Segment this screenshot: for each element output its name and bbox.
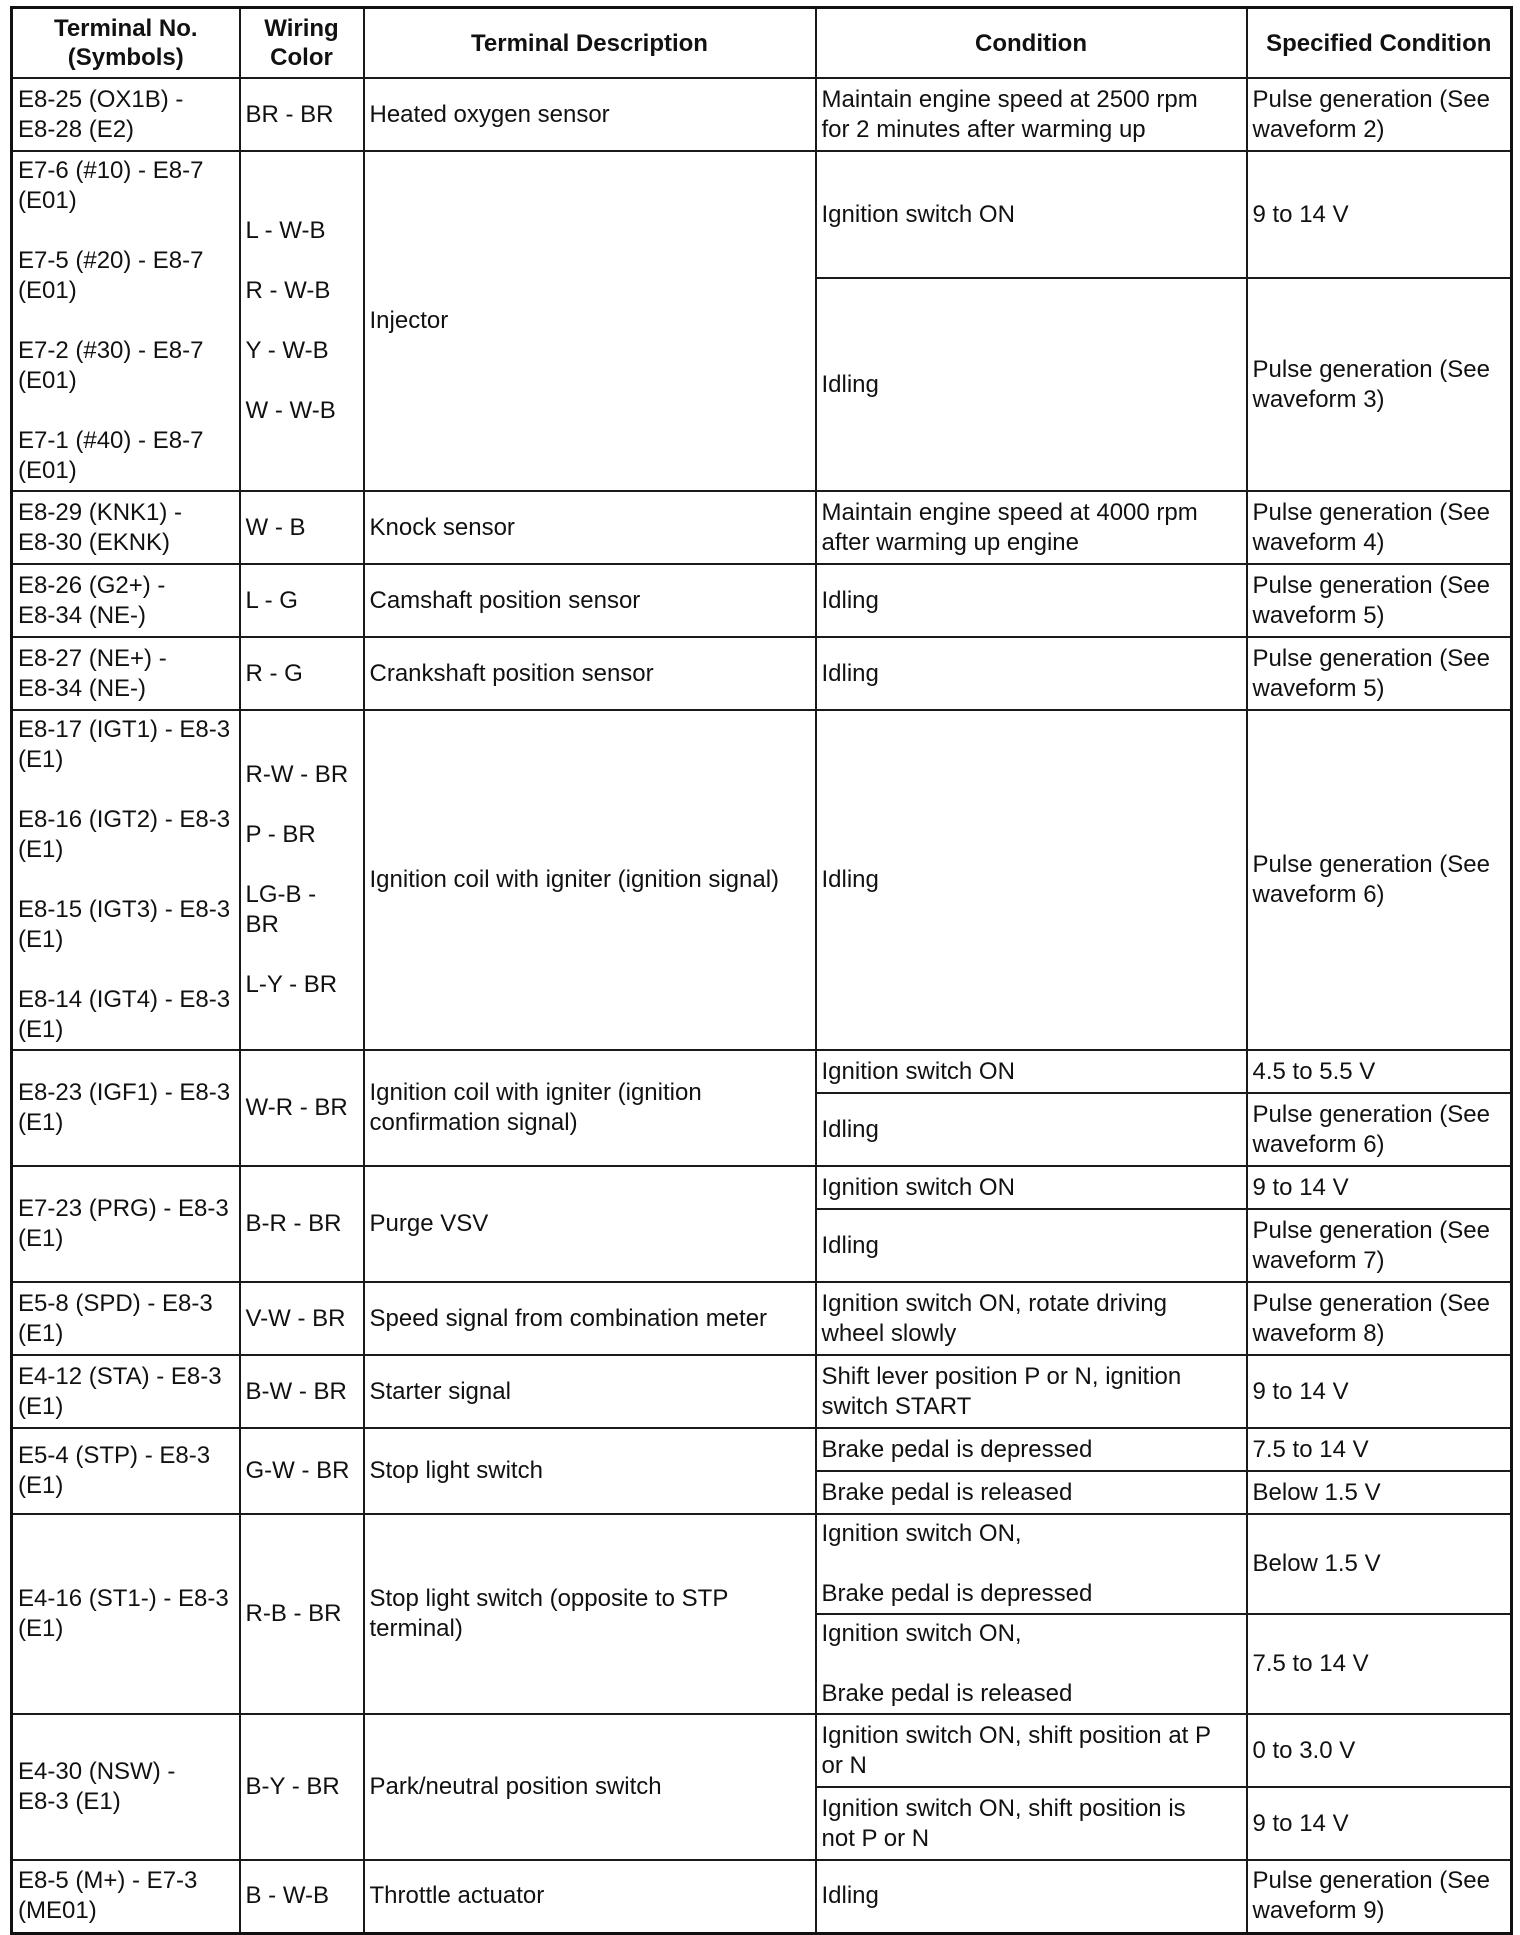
- condition-cell: Idling: [816, 710, 1247, 1050]
- table-row: [12, 1050, 1512, 1093]
- header-condition: Condition: [816, 8, 1247, 79]
- condition-cell: Ignition switch ON, shift position at P or N: [816, 1714, 1247, 1787]
- wiring-cell: W - B: [240, 491, 364, 564]
- spec-cell: Pulse generation (See waveform 3): [1247, 278, 1512, 491]
- condition-cell: Ignition switch ON, shift position is not P or N: [816, 1787, 1247, 1860]
- description-cell: Heated oxygen sensor: [364, 78, 816, 151]
- table-row: [12, 564, 1512, 637]
- spec-cell: Pulse generation (See waveform 7): [1247, 1209, 1512, 1282]
- description-cell: Purge VSV: [364, 1166, 816, 1282]
- wiring-cell: L - W-B R - W-B Y - W-B W - W-B: [240, 151, 364, 491]
- terminal-cell: E7-23 (PRG) - E8-3 (E1): [12, 1166, 240, 1282]
- header-row: [12, 8, 1512, 79]
- wiring-cell: R - G: [240, 637, 364, 710]
- terminal-cell: E8-29 (KNK1) - E8-30 (EKNK): [12, 491, 240, 564]
- condition-cell: Shift lever position P or N, ignition switch START: [816, 1355, 1247, 1428]
- ecm-terminal-table: [10, 6, 1513, 1935]
- spec-cell: 9 to 14 V: [1247, 1355, 1512, 1428]
- wiring-cell: G-W - BR: [240, 1428, 364, 1514]
- description-cell: Park/neutral position switch: [364, 1714, 816, 1860]
- condition-cell: Ignition switch ON: [816, 151, 1247, 278]
- spec-cell: Pulse generation (See waveform 5): [1247, 637, 1512, 710]
- condition-cell: Maintain engine speed at 2500 rpm for 2 minutes after warming up: [816, 78, 1247, 151]
- condition-cell: Idling: [816, 1860, 1247, 1933]
- condition-cell: Ignition switch ON, Brake pedal is depressed: [816, 1514, 1247, 1614]
- spec-cell: Pulse generation (See waveform 4): [1247, 491, 1512, 564]
- condition-cell: Ignition switch ON: [816, 1166, 1247, 1209]
- condition-cell: Idling: [816, 1209, 1247, 1282]
- condition-cell: Idling: [816, 637, 1247, 710]
- table-row: [12, 151, 1512, 278]
- terminal-cell: E5-8 (SPD) - E8-3 (E1): [12, 1282, 240, 1355]
- wiring-cell: V-W - BR: [240, 1282, 364, 1355]
- description-cell: Speed signal from combination meter: [364, 1282, 816, 1355]
- description-cell: Stop light switch: [364, 1428, 816, 1514]
- table-row: [12, 491, 1512, 564]
- spec-cell: Pulse generation (See waveform 9): [1247, 1860, 1512, 1933]
- condition-cell: Maintain engine speed at 4000 rpm after warming up engine: [816, 491, 1247, 564]
- wiring-cell: B - W-B: [240, 1860, 364, 1933]
- description-cell: Injector: [364, 151, 816, 491]
- description-cell: Crankshaft position sensor: [364, 637, 816, 710]
- spec-cell: Pulse generation (See waveform 5): [1247, 564, 1512, 637]
- header-terminal-description: Terminal Description: [364, 8, 816, 79]
- table-row: [12, 637, 1512, 710]
- terminal-cell: E4-12 (STA) - E8-3 (E1): [12, 1355, 240, 1428]
- terminal-cell: E8-23 (IGF1) - E8-3 (E1): [12, 1050, 240, 1166]
- wiring-cell: B-Y - BR: [240, 1714, 364, 1860]
- condition-cell: Ignition switch ON, Brake pedal is released: [816, 1614, 1247, 1714]
- spec-cell: 0 to 3.0 V: [1247, 1714, 1512, 1787]
- spec-cell: 9 to 14 V: [1247, 1166, 1512, 1209]
- spec-cell: Pulse generation (See waveform 6): [1247, 710, 1512, 1050]
- terminal-cell: E8-27 (NE+) - E8-34 (NE-): [12, 637, 240, 710]
- description-cell: Ignition coil with igniter (ignition confirmation signal): [364, 1050, 816, 1166]
- wiring-cell: BR - BR: [240, 78, 364, 151]
- terminal-cell: E4-30 (NSW) - E8-3 (E1): [12, 1714, 240, 1860]
- spec-cell: 4.5 to 5.5 V: [1247, 1050, 1512, 1093]
- condition-cell: Brake pedal is depressed: [816, 1428, 1247, 1471]
- header-specified-condition: Specified Condition: [1247, 8, 1512, 79]
- terminal-cell: E4-16 (ST1-) - E8-3 (E1): [12, 1514, 240, 1714]
- wiring-cell: R-W - BR P - BR LG-B - BR L-Y - BR: [240, 710, 364, 1050]
- condition-cell: Idling: [816, 1093, 1247, 1166]
- table-row: [12, 1166, 1512, 1209]
- header-terminal-no: Terminal No. (Symbols): [12, 8, 240, 79]
- spec-cell: 7.5 to 14 V: [1247, 1614, 1512, 1714]
- header-wiring-color: Wiring Color: [240, 8, 364, 79]
- terminal-table-container: [10, 6, 1510, 1935]
- description-cell: Stop light switch (opposite to STP terminal): [364, 1514, 816, 1714]
- table-row: [12, 1282, 1512, 1355]
- table-row: [12, 710, 1512, 1050]
- condition-cell: Ignition switch ON, rotate driving wheel slowly: [816, 1282, 1247, 1355]
- condition-cell: Idling: [816, 564, 1247, 637]
- spec-cell: Below 1.5 V: [1247, 1514, 1512, 1614]
- wiring-cell: B-W - BR: [240, 1355, 364, 1428]
- description-cell: Throttle actuator: [364, 1860, 816, 1933]
- spec-cell: Pulse generation (See waveform 2): [1247, 78, 1512, 151]
- table-row: [12, 1514, 1512, 1614]
- condition-cell: Idling: [816, 278, 1247, 491]
- table-row: [12, 1428, 1512, 1471]
- description-cell: Knock sensor: [364, 491, 816, 564]
- spec-cell: Below 1.5 V: [1247, 1471, 1512, 1514]
- terminal-cell: E8-5 (M+) - E7-3 (ME01): [12, 1860, 240, 1933]
- table-row: [12, 1355, 1512, 1428]
- spec-cell: 9 to 14 V: [1247, 1787, 1512, 1860]
- terminal-cell: E7-6 (#10) - E8-7 (E01) E7-5 (#20) - E8-7 (E01) E7-2 (#30) - E8-7 (E01) E7-1 (#40) - E8-7 (E01): [12, 151, 240, 491]
- terminal-cell: E8-17 (IGT1) - E8-3 (E1) E8-16 (IGT2) - E8-3 (E1) E8-15 (IGT3) - E8-3 (E1) E8-14 (IGT4) - E8-3 (E1): [12, 710, 240, 1050]
- condition-cell: Ignition switch ON: [816, 1050, 1247, 1093]
- spec-cell: 9 to 14 V: [1247, 151, 1512, 278]
- terminal-cell: E5-4 (STP) - E8-3 (E1): [12, 1428, 240, 1514]
- wiring-cell: R-B - BR: [240, 1514, 364, 1714]
- terminal-cell: E8-25 (OX1B) - E8-28 (E2): [12, 78, 240, 151]
- wiring-cell: L - G: [240, 564, 364, 637]
- table-row: [12, 78, 1512, 151]
- spec-cell: Pulse generation (See waveform 8): [1247, 1282, 1512, 1355]
- terminal-cell: E8-26 (G2+) - E8-34 (NE-): [12, 564, 240, 637]
- table-row: [12, 1714, 1512, 1787]
- condition-cell: Brake pedal is released: [816, 1471, 1247, 1514]
- description-cell: Camshaft position sensor: [364, 564, 816, 637]
- wiring-cell: B-R - BR: [240, 1166, 364, 1282]
- description-cell: Starter signal: [364, 1355, 816, 1428]
- description-cell: Ignition coil with igniter (ignition signal): [364, 710, 816, 1050]
- spec-cell: Pulse generation (See waveform 6): [1247, 1093, 1512, 1166]
- spec-cell: 7.5 to 14 V: [1247, 1428, 1512, 1471]
- table-row: [12, 1860, 1512, 1933]
- wiring-cell: W-R - BR: [240, 1050, 364, 1166]
